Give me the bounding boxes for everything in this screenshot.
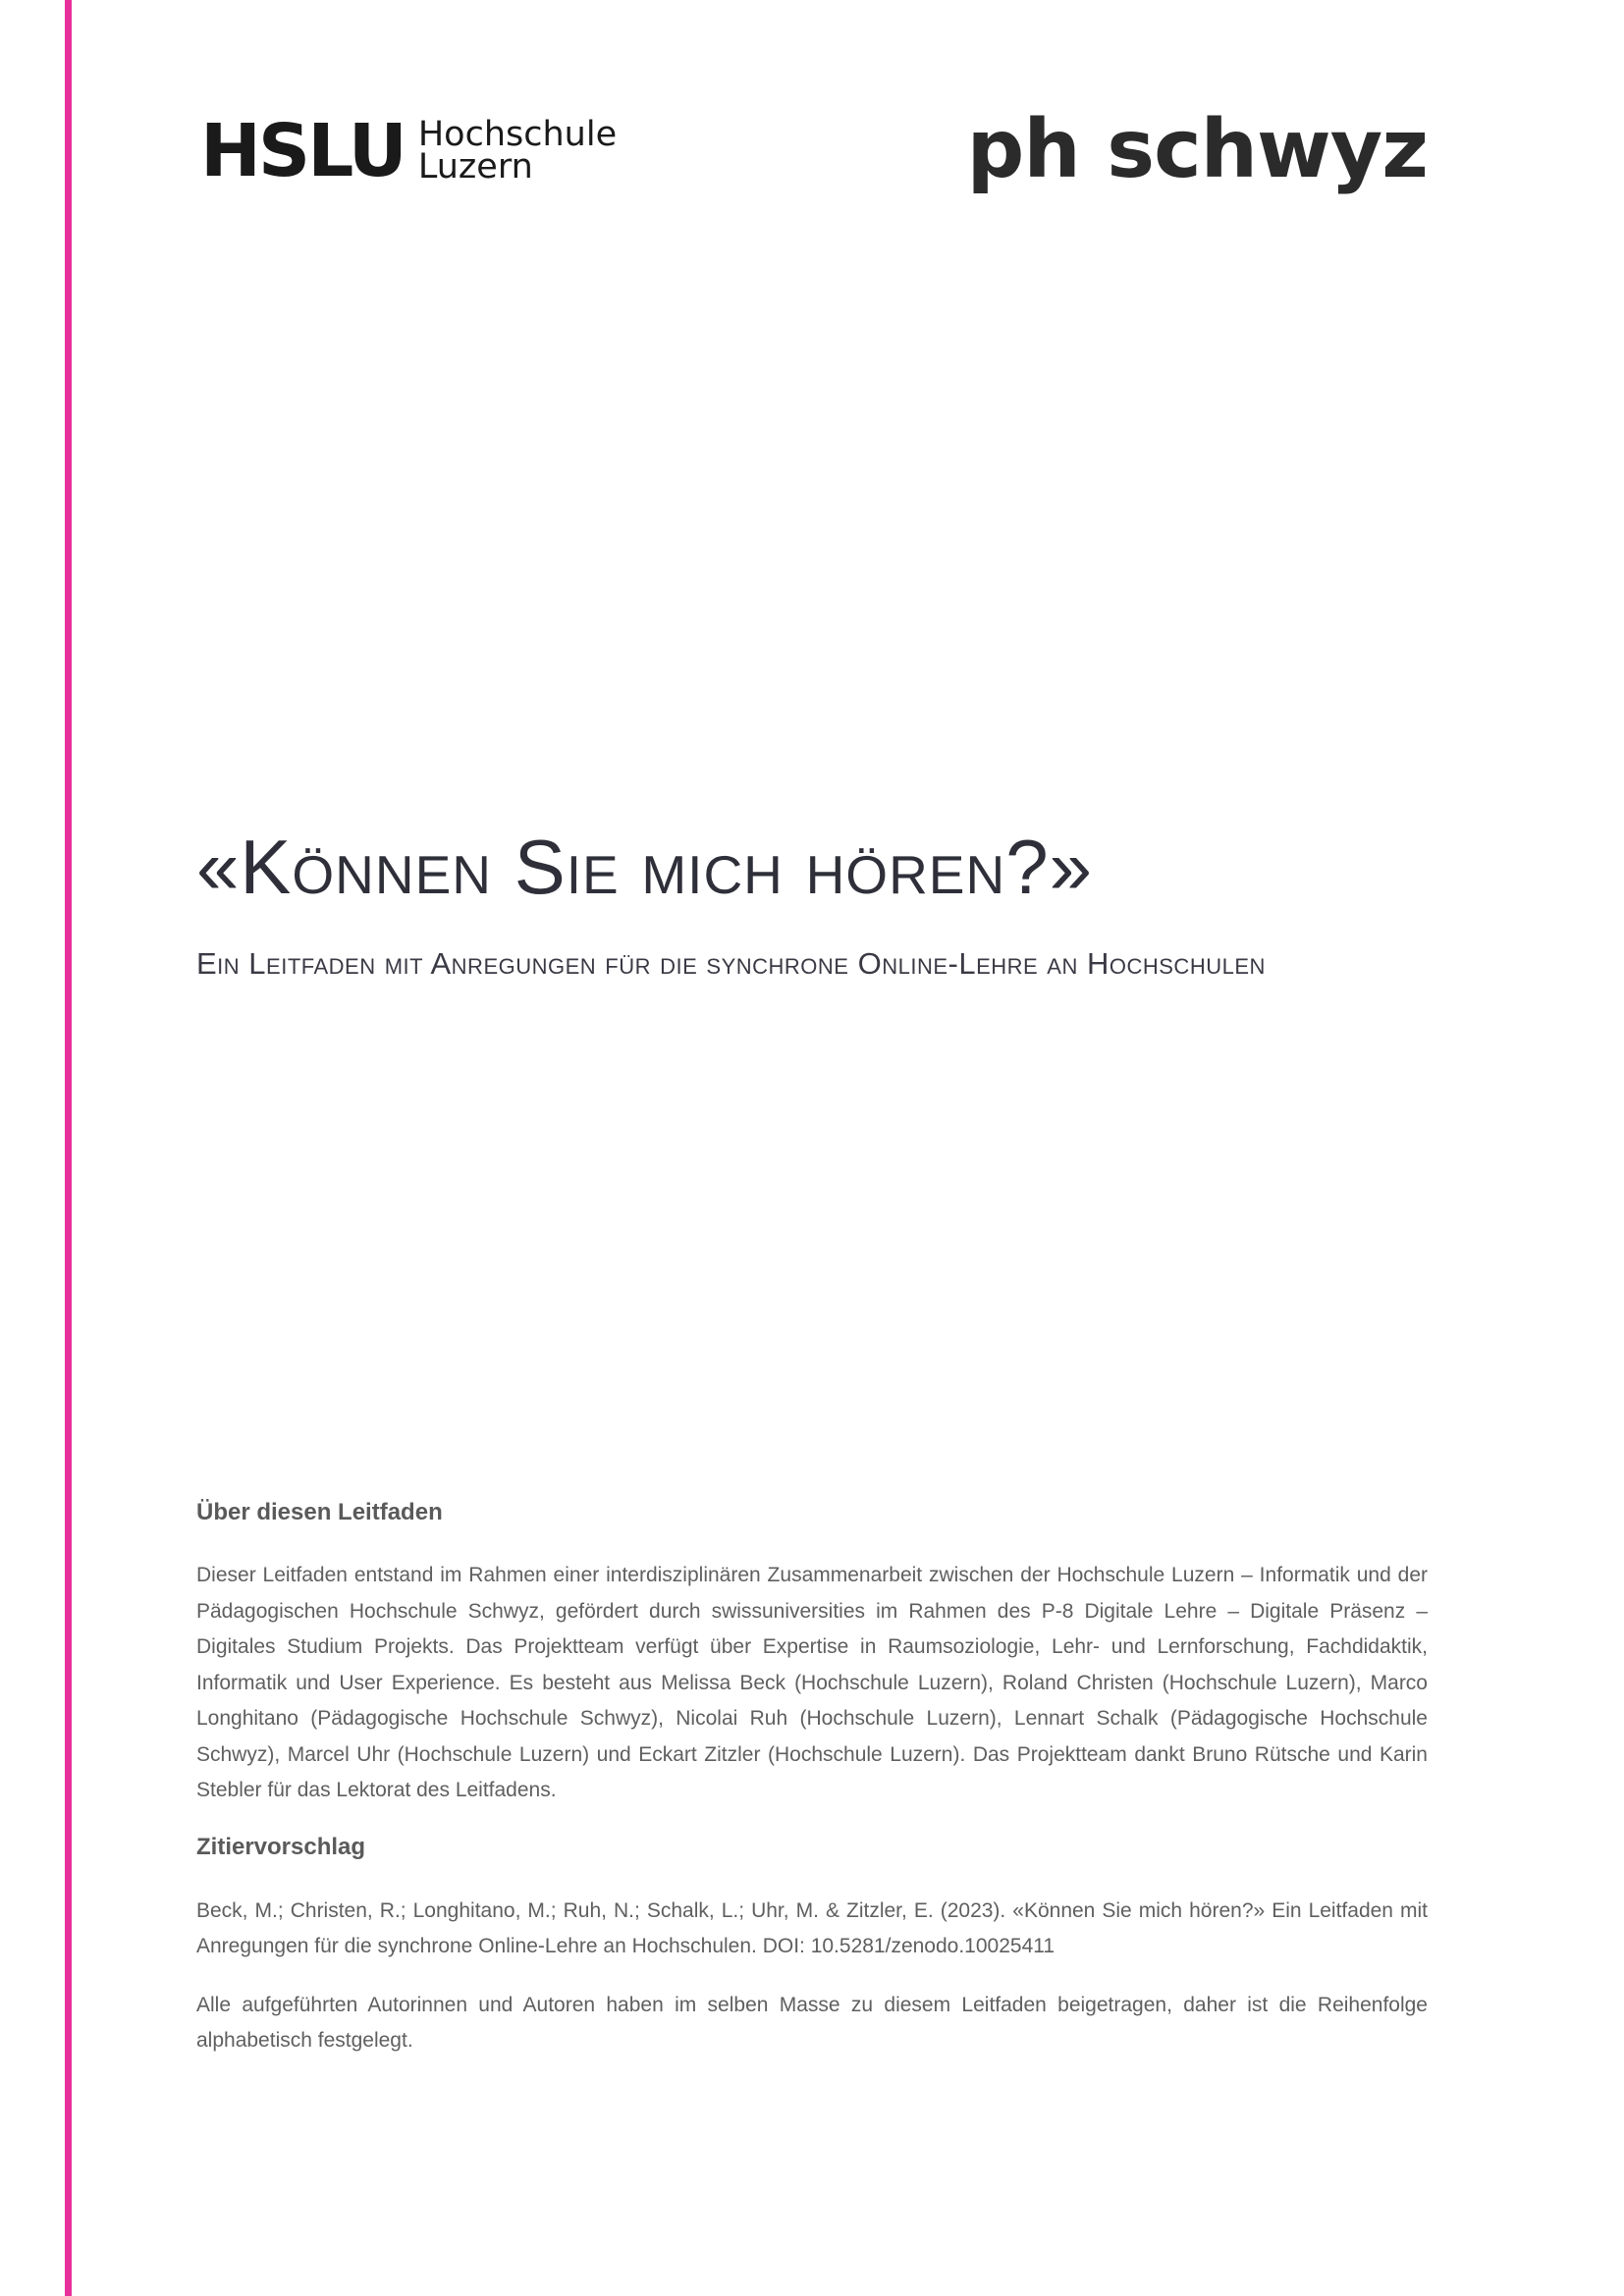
document-title: «Können Sie mich hören?» <box>196 824 1093 910</box>
hslu-logo-line2: Luzern <box>417 147 533 187</box>
about-section <box>196 1496 1428 2059</box>
authors-note-paragraph: Alle aufgeführten Autorinnen und Autoren haben im selben Masse zu diesem Leitfaden beigetragen, daher ist die Reihenfolge alphabetisch festgelegt. <box>196 1993 1428 2052</box>
about-paragraph: Dieser Leitfaden entstand im Rahmen einer interdisziplinären Zusammenarbeit zwischen der Hochschule Luzern – Informatik und der Pädagogischen Hochschule Schwyz, gefördert durch swissuniversities im Rahmen des P-8 Digitale Lehre – Digitale Präsenz – Digitales Studium Projekts. Das Projektteam verfügt über Expertise in Raumsoziologie, Lehr- und Lernforschung, Fachdidaktik, Informatik und User Experience. Es besteht aus Melissa Beck (Hochschule Luzern), Roland Christen (Hochschule Luzern), Marco Longhitano (Pädagogische Hochschule Schwyz), Nicolai Ruh (Hochschule Luzern), Lennart Schalk (Pädagogische Hochschule Schwyz), Marcel Uhr (Hochschule Luzern) und Eckart Zitzler (Hochschule Luzern). Das Projektteam dankt Bruno Rütsche und Karin Stebler für das Lektorat des Leitfadens. <box>196 1564 1428 1801</box>
citation-paragraph: Beck, M.; Christen, R.; Longhitano, M.; Ruh, N.; Schalk, L.; Uhr, M. & Zitzler, E. (2023). «Können Sie mich hören?» Ein Leitfaden mit Anregungen für die synchrone Online-Lehre an Hochschulen. DOI: 10.5281/zenodo.10025411 <box>196 1898 1428 1957</box>
about-heading: Über diesen Leitfaden <box>196 1499 443 1525</box>
ph-schwyz-logo: ph schwyz <box>966 103 1428 196</box>
hslu-logo <box>200 109 618 193</box>
document-subtitle: Ein Leitfaden mit Anregungen für die synchrone Online-Lehre an Hochschulen <box>196 946 1266 981</box>
hslu-logo-name <box>417 115 618 187</box>
hslu-logo-line1: Hochschule <box>417 115 618 154</box>
hslu-logo-mark: HSLU <box>200 109 405 193</box>
citation-heading: Zitiervorschlag <box>196 1833 366 1860</box>
accent-bar <box>65 0 72 2296</box>
